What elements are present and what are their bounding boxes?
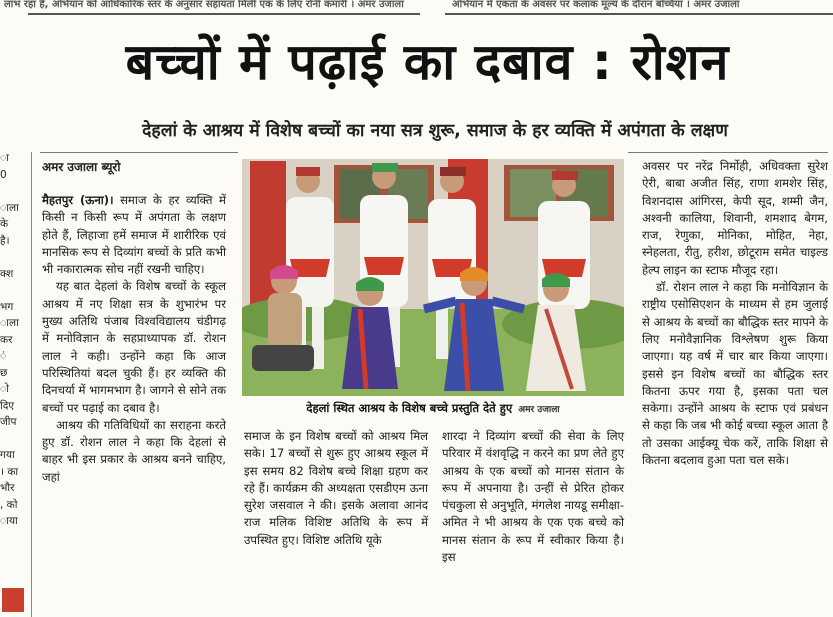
headline: बच्चों में पढ़ाई का दबाव : रोशन	[125, 33, 730, 91]
paragraph: यह बात देहलां के विशेष बच्चों के स्कूल आश्रय में नए शिक्षा सत्र के शुभारंभ पर मुख्य अतिथि पंजाब विश्वविद्यालय चंडीगढ़ में मनोविज्ञान के सहप्राध्यापक डॉ. रोशन लाल ने कही। उन्होंने कहा कि आज परिस्थितियां बदल चुकी हैं। हर व्यक्ति की दिनचर्या में भागमभाग है। जागने से सोने तक बच्चों पर पढ़ाई का दबाव है।	[42, 279, 226, 415]
byline: अमर उजाला ब्यूरो	[42, 160, 121, 174]
top-rule-left	[28, 13, 420, 15]
left-fragment: , को	[0, 498, 18, 511]
left-fragment: ा	[0, 152, 9, 164]
left-fragment	[0, 431, 28, 448]
left-fragment: 0	[0, 168, 7, 181]
paragraph: समाज के इन विशेष बच्चों को आश्रय मिल सके। 17 बच्चों से शुरू हुए आश्रय स्कूल में इस समय 82 विशेष बच्चे शिक्षा ग्रहण कर रहे हैं। कार्यक्रम की अध्यक्षता एसडीएम ऊना सुरेश जसवाल ने की। इसके अलावा आनंद राज मलिक विशिष्ट अतिथि के रूप में उपस्थित हुए। विशिष्ट अतिथि यूके	[244, 429, 428, 547]
article-column-1	[42, 192, 226, 486]
left-cutoff-column	[0, 150, 28, 617]
article-photo	[242, 159, 624, 396]
left-fragment: है।	[0, 234, 10, 247]
left-fragment: ाला	[0, 317, 19, 329]
left-fragment	[0, 282, 28, 299]
left-fragment: ं	[0, 350, 7, 362]
left-fragment	[0, 183, 28, 200]
left-fragment: ाया	[0, 515, 18, 527]
adjacent-photo-fragment	[2, 588, 24, 612]
article-column-3	[442, 428, 624, 566]
left-fragment: भौर	[0, 482, 15, 494]
subheadline: देहलां के आश्रय में विशेष बच्चों का नया सत्र शुरू, समाज के हर व्यक्ति में अपंगता के लक्षण	[142, 121, 728, 141]
left-fragment: छ	[0, 366, 8, 379]
left-fragment: । का	[0, 465, 19, 478]
dateline: मैहतपुर (ऊना)।	[42, 193, 114, 207]
photo-caption	[242, 398, 624, 418]
paragraph: आश्रय की गतिविधियों का सराहना करते हुए डॉ. रोशन लाल ने कहा कि देहलां से बाहर भी इस प्रकार के आश्रय बनने चाहिए, जहां	[42, 417, 226, 484]
paragraph: समाज के हर व्यक्ति में किसी न किसी रूप में अपंगता के लक्षण होते हैं, लिहाजा हमें समाज में शारीरिक एवं मानसिक रूप से दिव्यांग बच्चों के प्रति कभी भी नकारात्मक सोच नहीं रखनी चाहिए।	[42, 193, 226, 277]
paragraph: शारदा ने दिव्यांग बच्चों की सेवा के लिए परिवार में वंशवृद्धि न करने का प्रण लेते हुए आश्रय के एक बच्चों को मानस संतान के रूप में अपनाया है। उन्हीं से प्रेरित होकर पंचकुला से अनुभूति, मंगलेश नायडू समीक्षा-अमित ने भी आश्रय के एक एक बच्चे को मानस संतान के रूप में स्वीकार किया है। इस	[442, 429, 624, 565]
left-fragment: भग	[0, 300, 14, 313]
top-rule-right	[445, 13, 833, 15]
children-performing-photo	[242, 159, 624, 396]
left-fragment: दिए	[0, 399, 15, 412]
column-divider	[31, 152, 32, 617]
left-fragment: ाला	[0, 201, 19, 214]
top-strip-right-text: अभियान में एकता के अवसर पर कलाक मूल्य के दौरान बच्चियां । अमर उजाला	[452, 0, 740, 10]
left-fragment: क्श	[0, 267, 14, 280]
paragraph: अवसर पर नरेंद्र निर्मोही, अधिवक्ता सुरेश ऐरी, बाबा अजीत सिंह, राणा शमशेर सिंह, विशनदास आंगिरस, केपी सूद, शम्मी जैन, अश्वनी कालिया, शिवानी, शमशाद बेगम, राज, रेणुका, मोनिका, मोहित, नेहा, स्नेहलता, रीतु, हरीश, छोटूराम समेत चाइल्ड हेल्प लाइन का स्टाफ मौजूद रहा।	[642, 159, 828, 277]
byline-rule	[40, 152, 238, 153]
left-fragment: ो	[0, 383, 9, 395]
article-column-4	[642, 158, 828, 469]
article-column-2	[244, 428, 428, 549]
left-fragment	[0, 249, 28, 266]
caption-text: देहलां स्थित आश्रय के विशेष बच्चे प्रस्तुति देते हुए	[306, 401, 513, 415]
left-fragment: गया	[0, 449, 15, 461]
left-fragment: कर	[0, 333, 13, 346]
column-rule	[628, 152, 828, 153]
left-fragment: के	[0, 218, 9, 230]
top-strip-left-text: लाभ रहा है, अभियान को आधिकारिक स्तर के अनुसार सहायता मिली एक के लिए रोनी कमारी । अमर उजाला	[4, 0, 404, 10]
left-fragment: जीप	[0, 416, 17, 428]
photo-credit: अमर उजाला	[518, 405, 560, 415]
paragraph: डॉ. रोशन लाल ने कहा कि मनोविज्ञान के राष्ट्रीय एसोसिएशन के माध्यम से हम जुलाई से आश्रय के बच्चों का बौद्धिक स्तर मापने के लिए मनोवैज्ञानिक विश्लेषण शुरू किया जाएगा। यह वर्ष में चार बार किया जाएगा। इससे इन विशेष बच्चों का बौद्धिक स्तर कितना ऊपर गया है, इसका पता चल सकेगा। उन्होंने आश्रय के स्टाफ एवं प्रबंधन से कहा कि जब भी कोई बच्चा स्कूल आता है तो उसका आईक्यू चेक करें, ताकि शिक्षा से कितना बदलाव हुआ पता चल सके।	[642, 280, 828, 468]
